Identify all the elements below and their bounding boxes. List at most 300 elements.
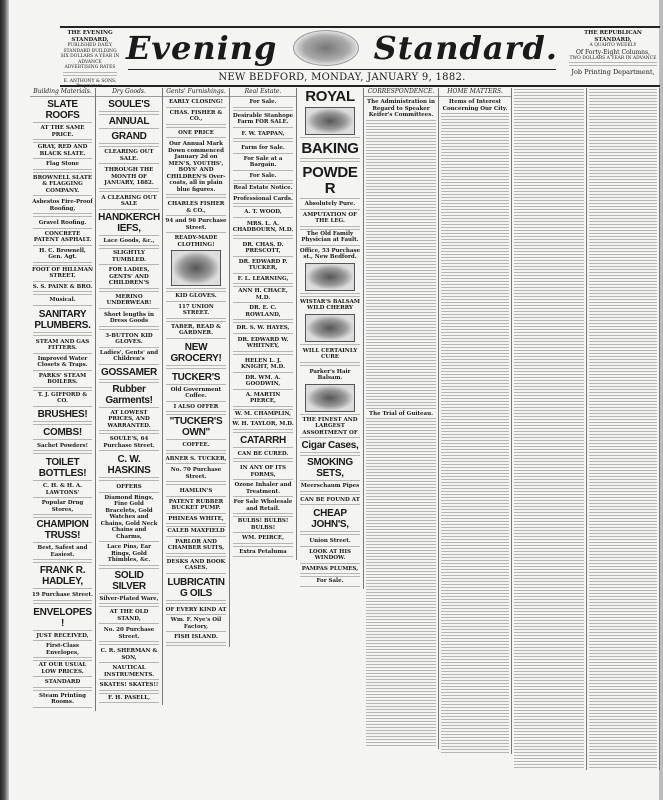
ad-text: Steam Printing Rooms.: [39, 692, 86, 705]
ad-text: Old Government Coffee.: [170, 386, 222, 399]
body-text: [99, 623, 159, 626]
body-text: [33, 630, 92, 632]
body-text: [233, 458, 293, 464]
column-4: [230, 88, 297, 560]
body-text: [166, 401, 226, 403]
ad-text: READY-MADE CLOTHING!: [174, 235, 218, 248]
ad-text: 94 and 96 Purchase Street.: [165, 218, 227, 231]
ad-text: Extra Petaluma: [239, 548, 287, 555]
ad-text: Items of Interest Concerning Our City.: [442, 99, 508, 112]
body-text: [233, 418, 293, 420]
ad-text: Asbestos Fire-Proof Roofing,: [32, 199, 93, 212]
ad-text: The Trial of Guiteau.: [368, 410, 433, 417]
body-text: [99, 603, 159, 608]
ad-text: TOILET BOTTLES!: [38, 457, 87, 479]
body-text: [33, 542, 92, 544]
body-text: [166, 439, 226, 441]
body-text: [166, 481, 226, 487]
body-text: [166, 600, 226, 606]
body-text: [300, 414, 360, 416]
body-text: [166, 232, 226, 234]
masthead-title-left: Evening: [126, 29, 278, 67]
ad-text: CAN BE FOUND AT: [300, 496, 360, 503]
masthead: [126, 28, 558, 68]
body-text: [300, 198, 360, 200]
ad-text: AT LOWEST PRICES, AND WARRANTED.: [107, 409, 151, 429]
ad-text: GRAY, RED AND BLACK SLATE.: [37, 144, 88, 157]
ad-text: STEAM AND GAS FITTERS.: [35, 338, 90, 351]
body-text: [33, 676, 92, 678]
ad-text: SOULE'S, 64 Purchase Street.: [103, 436, 155, 449]
body-text: [99, 492, 159, 494]
body-text: [33, 497, 92, 499]
body-text: [33, 245, 92, 247]
column-2: [96, 88, 163, 705]
body-text: [33, 480, 92, 482]
body-text: [99, 163, 159, 166]
body-text: [300, 226, 360, 230]
ad-text: CAN BE CURED.: [237, 450, 289, 457]
body-text: [300, 362, 360, 368]
ad-text: LOOK AT HIS WINDOW.: [309, 548, 351, 561]
left-masthead-box: [60, 30, 120, 90]
ad-text: OFFERS: [116, 484, 142, 490]
ad-text: THE FINEST AND LARGEST ASSORTMENT OF: [302, 416, 358, 436]
body-text: [99, 662, 159, 664]
ad-text: CLEARING OUT SALE.: [104, 149, 154, 162]
engraving-illustration: [305, 384, 355, 412]
ad-text: AT THE OLD STAND,: [109, 609, 149, 622]
ad-text: Professional Cards.: [233, 195, 293, 202]
ad-text: FRANK R. HADLEY,: [39, 565, 86, 587]
body-text: [300, 573, 360, 577]
ad-text: DR. S. W. HAYES,: [236, 325, 290, 331]
ad-text: A. T. WOOD,: [244, 209, 282, 215]
ad-text: DR. EDWARD W. WHITNEY,: [237, 336, 289, 349]
ad-text: Popular Drug Stores,: [41, 500, 84, 513]
body-text: [99, 347, 159, 349]
body-text: [166, 523, 226, 527]
ad-text: AMPUTATION OF THE LEG.: [302, 211, 358, 224]
ad-text: A. MARTIN PIERCE,: [245, 391, 281, 404]
body-text: [33, 158, 92, 160]
body-text: [166, 513, 226, 515]
ad-text: Lace Goods, &c.,: [103, 237, 155, 244]
body-text: [166, 536, 226, 538]
body-text: [166, 318, 226, 323]
body-text: [33, 291, 92, 296]
body-text: [233, 532, 293, 534]
ad-text: EARLY CLOSING!: [168, 99, 224, 105]
ad-text: SOLID SILVER: [112, 569, 146, 592]
body-text: [99, 326, 159, 332]
ad-text: For Sale.: [249, 172, 277, 179]
body-text: [300, 586, 360, 588]
body-text: [99, 679, 159, 681]
ad-text: IN ANY OF ITS FORMS,: [240, 465, 286, 478]
body-text: [166, 338, 226, 341]
body-text: [33, 169, 92, 174]
ad-text: Desirable Stanhope Farm FOR SALE.: [232, 112, 294, 125]
ad-text: SKATES! SKATES!!: [99, 682, 159, 688]
ad-text: The Administration in Regard to Speaker Keifer's Committees.: [366, 99, 435, 118]
ad-text: Gravel Roofing.: [38, 220, 87, 226]
body-text: [166, 365, 226, 371]
ad-text: Wm. F. Nye's Oil Factory,: [170, 617, 222, 630]
body-text: [99, 541, 159, 543]
ad-text: BULBS! BULBS! BULBS!: [237, 518, 289, 531]
engraving-illustration: [305, 314, 355, 342]
body-text: [233, 203, 293, 208]
ad-text: CALEB MAXFIELD: [167, 528, 225, 534]
column-heading: Real Estate.: [230, 88, 296, 97]
engraving-illustration: [305, 263, 355, 291]
box-line: STANDARD BUILDING: [63, 48, 117, 54]
ad-text: WM. PEIRCE,: [241, 535, 285, 541]
ad-text: C. R. SHERMAN & SON,: [100, 648, 158, 661]
ad-text: Short lengths in Dress Goods: [103, 311, 155, 324]
body-text: [233, 429, 293, 434]
ad-text: No. 70 Purchase Street.: [170, 467, 222, 480]
body-text: [300, 158, 360, 164]
body-text: [233, 273, 293, 275]
body-text: [233, 372, 293, 374]
body-text: [33, 370, 92, 372]
ad-text: Best, Safest and Easiest.: [37, 545, 88, 558]
body-text: [166, 553, 226, 558]
ad-text: ANN H. CHACE, M.D.: [238, 288, 288, 301]
body-text: [33, 353, 92, 355]
body-text: [33, 439, 92, 442]
body-text: [33, 588, 92, 591]
body-text: [233, 351, 293, 357]
ad-text: W. M. CHAMPLIN,: [234, 410, 292, 417]
ad-text: Cigar Cases,: [301, 440, 359, 451]
right-masthead-box: [566, 30, 660, 76]
ad-text: SANITARY PLUMBERS.: [34, 308, 91, 331]
article-body-text: [589, 89, 657, 769]
article-body-text: [441, 113, 509, 753]
ad-text: PATENT RUBBER BUCKET PUMP.: [168, 498, 224, 511]
body-text: [300, 546, 360, 548]
ad-text: PARLOR AND CHAMBER SUITS,: [167, 538, 225, 551]
body-text: [233, 217, 293, 220]
body-text: [166, 614, 226, 616]
body-text: [166, 215, 226, 217]
ad-text: ABNER S. TUCKER,: [165, 455, 227, 462]
body-text: [99, 308, 159, 311]
body-text: [33, 657, 92, 661]
ad-text: AT OUR USUAL LOW PRICES.: [38, 662, 87, 675]
ad-text: NAUTICAL INSTRUMENTS.: [103, 665, 155, 678]
ad-text: C. H. & H. A. LAWTONS': [42, 483, 83, 496]
ad-text: FOR LADIES, GENTS' AND CHILDREN'S: [108, 267, 150, 286]
ad-text: TABER, READ & GARDNER.: [171, 323, 221, 336]
body-text: [99, 245, 159, 249]
body-text: [166, 411, 226, 415]
ad-text: H. C. Brownell, Gen. Agt.: [39, 247, 86, 260]
ad-text: POWDER: [302, 164, 358, 197]
body-text: [166, 463, 226, 466]
column-8: [512, 88, 587, 770]
body-text: [233, 107, 293, 112]
ad-text: 3-BUTTON KID GLOVES.: [105, 332, 153, 345]
body-text: [166, 573, 226, 576]
body-text: [33, 559, 92, 564]
body-text: [233, 256, 293, 258]
article-body-text: [366, 418, 436, 748]
body-text: [166, 496, 226, 498]
ad-text: DR. WM. A. GOODWIN,: [245, 374, 281, 387]
column-1: [30, 88, 96, 711]
ad-text: OF EVERY KIND AT: [165, 606, 227, 613]
ad-text: No. 20 Purchase Street.: [103, 627, 155, 640]
body-text: [99, 565, 159, 569]
column-heading: CORRESPONDENCE.: [364, 88, 438, 97]
ad-text: FISH ISLAND.: [174, 634, 218, 640]
ad-text: CONCRETE PATENT ASPHALT.: [33, 230, 92, 243]
column-heading: HOME MATTERS.: [439, 88, 511, 97]
ad-text: PHINEAS WHITE,: [168, 515, 224, 522]
body-text: [233, 153, 293, 155]
ad-text: I ALSO OFFER: [173, 403, 219, 410]
ad-text: BROWNELL SLATE & FLAGGING COMPANY.: [32, 174, 93, 194]
column-5: [297, 88, 364, 589]
ad-text: First-Class Envelopes,: [45, 643, 80, 656]
ad-text: Real Estate Notice.: [233, 185, 293, 191]
body-text: [233, 447, 293, 450]
body-text: [166, 642, 226, 646]
ad-text: HAMLIN'S: [179, 488, 213, 494]
dateline-rule-top: [128, 69, 556, 70]
ad-text: DESKS AND BOOK CASES.: [166, 558, 226, 571]
column-heading: Building Materials.: [30, 88, 95, 97]
body-text: [300, 209, 360, 211]
ad-text: ANNUAL: [108, 116, 150, 127]
ad-text: ONE PRICE: [178, 129, 214, 136]
body-text: [233, 193, 293, 195]
body-text: [33, 139, 92, 143]
box-title: THE REPUBLICAN STANDARD,: [584, 30, 642, 43]
ad-text: Rubber Garments!: [105, 383, 153, 406]
body-text: [233, 406, 293, 410]
ad-text: TUCKER'S: [171, 371, 221, 383]
body-text: [300, 344, 360, 347]
ad-text: CHAMPION TRUSS!: [36, 519, 89, 541]
ad-text: WISTAR'S BALSAM WILD CHERRY: [299, 298, 361, 311]
ad-text: S. S. PAINE & BRO.: [32, 283, 93, 290]
ad-text: STANDARD: [44, 679, 81, 685]
ad-text: KID GLOVES.: [175, 293, 217, 299]
ad-text: A CLEARING OUT SALE: [101, 194, 157, 207]
ad-text: Lace Pins, Ear Rings, Gold Thimbles, &c.: [107, 544, 151, 563]
body-text: [99, 477, 159, 483]
ad-text: 117 UNION STREET.: [178, 303, 214, 316]
column-6: [364, 88, 439, 749]
body-text: [300, 452, 360, 456]
body-text: [166, 384, 226, 386]
column-heading: Dry Goods.: [96, 88, 162, 97]
ad-text: DR. E. C. ROWLAND,: [245, 305, 281, 318]
column-9: [587, 88, 660, 770]
dateline: NEW BEDFORD, MONDAY, JANUARY 9, 1882.: [218, 72, 466, 83]
ad-text: C. W. HASKINS: [107, 454, 151, 476]
body-text: [33, 228, 92, 230]
column-3: [163, 88, 230, 647]
body-text: [99, 379, 159, 383]
ad-text: For Sale Wholesale and Retail.: [233, 499, 293, 512]
body-text: [233, 319, 293, 324]
ad-text: BRUSHES!: [37, 408, 88, 420]
body-text: [233, 389, 293, 391]
body-text: [33, 450, 92, 456]
body-text: [300, 563, 360, 565]
ad-text: HANDKERCHIEFS,: [98, 211, 160, 234]
box-line: Job Printing Department,: [571, 68, 655, 76]
body-text: [99, 450, 159, 453]
body-text: [33, 687, 92, 692]
ad-text: CHARLES FISHER & CO.,: [167, 201, 225, 214]
ad-text: CHAS. FISHER & CO.,: [169, 109, 223, 122]
body-text: [166, 137, 226, 140]
engraving-illustration: [305, 107, 355, 135]
ad-text: NEW GROCERY!: [170, 341, 222, 364]
ad-text: F. W. TAPPAN,: [241, 130, 285, 137]
ad-text: Flag Stone: [46, 161, 79, 167]
body-text: [233, 283, 293, 287]
body-text: [33, 514, 92, 518]
box-line: E. ANTHONY & SONS,: [63, 78, 117, 84]
body-text: [99, 364, 159, 366]
body-text: [300, 137, 360, 140]
body-text: [99, 430, 159, 435]
ad-text: F. H. PASELL,: [107, 694, 151, 701]
body-text: [33, 707, 92, 710]
body-text: [166, 194, 226, 200]
body-text: [99, 235, 159, 237]
ad-text: SMOKING SETS,: [307, 457, 353, 479]
ad-text: GRAND: [111, 131, 147, 142]
ad-text: Musical.: [49, 297, 76, 303]
box-line: Of Forty-Eight Columns,: [575, 48, 651, 56]
body-text: [233, 127, 293, 130]
printing-press-engraving: [293, 30, 359, 66]
body-text: [233, 513, 293, 517]
ad-text: BAKING: [301, 140, 359, 157]
body-text: [233, 479, 293, 481]
ad-text: Ozone Inhaler and Treatment.: [234, 482, 292, 495]
body-text: [33, 600, 92, 606]
body-text: [233, 556, 293, 559]
ad-text: Improved Water Closets & Traps.: [37, 355, 88, 368]
box-title: THE EVENING STANDARD,: [67, 30, 113, 43]
body-text: [99, 111, 159, 115]
ad-text: The Old Family Physician at Fault.: [301, 230, 359, 243]
ad-text: Silver-Plated Ware,: [99, 595, 159, 602]
body-text: [166, 301, 226, 303]
ad-text: Parker's Hair Balsam.: [309, 368, 351, 381]
body-text: [233, 138, 293, 144]
body-text: [99, 288, 159, 293]
box-line: SIX DOLLARS A YEAR IN ADVANCE: [60, 54, 120, 65]
body-text: [33, 281, 92, 283]
ad-text: Our Annual Mark Down commenced January 2d on MEN'S, YOUTHS', BOYS' AND CHILDREN'S Over-coats, all in plain blue figures.: [166, 141, 226, 193]
body-text: [33, 213, 92, 219]
ad-text: Ladies', Gents' and Children's: [99, 349, 159, 362]
ad-text: ROYAL: [305, 88, 355, 105]
ad-text: CHEAP JOHN'S,: [311, 508, 349, 530]
ad-text: AT THE SAME PRICE.: [40, 125, 85, 138]
article-body-text: [514, 89, 584, 769]
body-text: [166, 124, 226, 129]
ad-text: Absolutely Pure.: [304, 201, 356, 207]
ad-text: Diamond Rings, Fine Gold Bracelets, Gold Watches and Chains, Gold Neck Chains and Charms,: [100, 494, 158, 540]
ad-text: FOOT OF HILLMAN STREET.: [32, 266, 93, 279]
body-text: [99, 702, 159, 704]
ad-text: DR. CHAS. D. PRESCOTT,: [242, 241, 284, 254]
ad-text: THROUGH THE MONTH OF JANUARY, 1882.: [104, 167, 154, 186]
ad-text: MRS. L. A. CHADBOURN, M.D.: [232, 220, 294, 233]
ad-text: CATARRH: [240, 434, 286, 446]
column-7: [439, 88, 512, 754]
body-text: [99, 188, 159, 194]
masthead-title-right: Standard.: [373, 29, 558, 67]
body-text: [33, 122, 92, 124]
body-text: [99, 143, 159, 148]
ad-text: WILL CERTAINLY CURE: [302, 347, 358, 360]
ad-text: COMBS!: [43, 426, 82, 438]
ad-text: Union Street.: [309, 538, 351, 544]
body-text: [300, 293, 360, 298]
column-heading: Gents' Furnishings.: [163, 88, 229, 97]
ad-text: JUST RECEIVED,: [36, 632, 89, 639]
body-text: [33, 262, 92, 266]
ad-text: GOSSAMER: [101, 366, 157, 378]
body-text: [99, 128, 159, 130]
ad-text: For Sale at a Bargain.: [243, 155, 283, 168]
ad-text: F. L. LEARNING,: [237, 275, 289, 282]
body-text: [300, 504, 360, 507]
body-text: [99, 641, 159, 647]
ad-text: SLATE ROOFS: [45, 99, 80, 121]
box-line: ADVERTISING RATES: [64, 65, 116, 70]
body-text: [166, 631, 226, 633]
body-text: [233, 170, 293, 172]
box-line: TWO DOLLARS A YEAR IN ADVANCE: [569, 55, 657, 61]
box-line: A QUARTO WEEKLY: [589, 43, 637, 48]
ad-text: LUBRICATING OILS: [167, 576, 225, 599]
ad-text: "TUCKER'S OWN": [169, 416, 223, 438]
dateline-rule-bottom: [60, 85, 660, 87]
body-text: [99, 407, 159, 409]
page-binding-edge: [0, 0, 9, 800]
ad-text: MERINO UNDERWEAR!: [106, 293, 152, 306]
ad-text: HELEN L. J. KNIGHT, M.D.: [240, 357, 286, 370]
body-text: [233, 496, 293, 498]
body-text: [166, 107, 226, 109]
article-body-text: [366, 120, 436, 410]
ad-text: Farm for Sale.: [241, 145, 285, 151]
body-text: [166, 288, 226, 292]
body-text: [233, 543, 293, 548]
body-text: [33, 332, 92, 338]
body-text: [99, 209, 159, 211]
body-text: [233, 333, 293, 336]
body-text: [300, 491, 360, 496]
body-text: [33, 421, 92, 426]
ad-text: For Sale.: [249, 99, 277, 105]
ad-text: PARKS' STEAM BOILERS.: [38, 372, 87, 385]
